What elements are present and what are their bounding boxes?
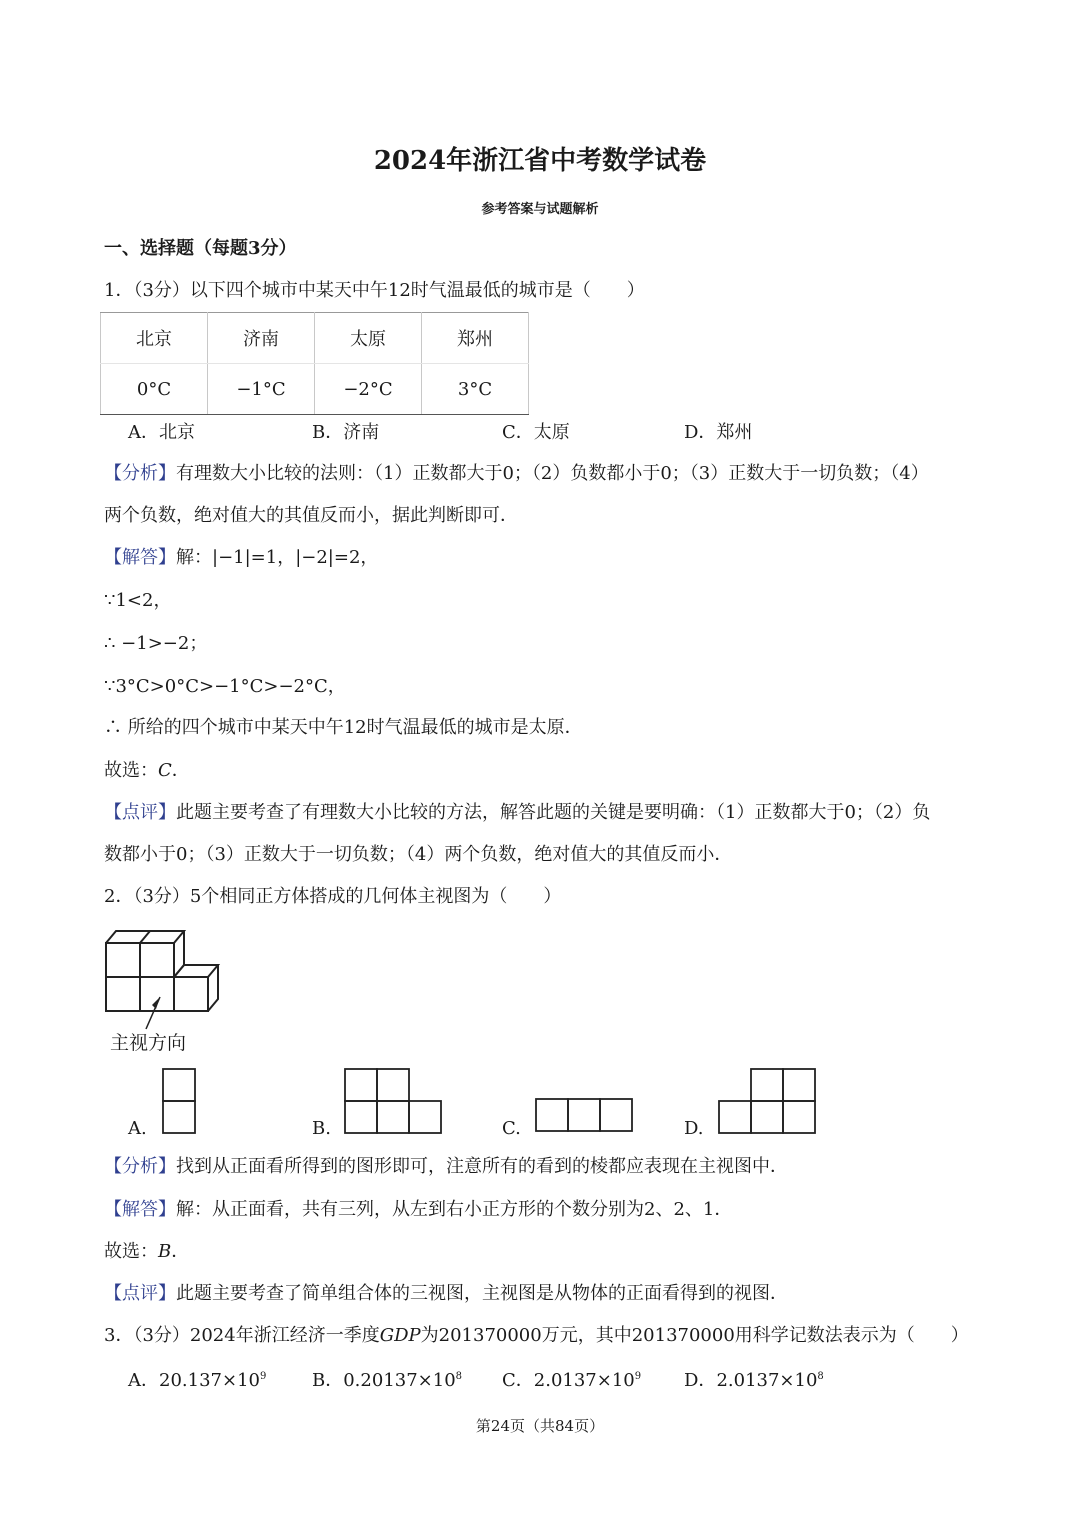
view-direction-label: 主视方向 (110, 1032, 187, 1054)
option-mantissa: 0.20137×10 (343, 1370, 456, 1391)
temp-cell: −1°C (208, 364, 315, 415)
answer-tag: 【解答】 (104, 547, 176, 568)
q1-comment-line-1 (104, 798, 930, 828)
q1-option-d: D．郑州 (684, 422, 753, 443)
option-letter: C． (502, 1370, 534, 1391)
option-exponent: 9 (634, 1371, 642, 1382)
analysis-tag: 【分析】 (104, 463, 176, 484)
analysis-text: 找到从正面看所得到的图形即可，注意所有的看到的棱都应表现在主视图中． (176, 1156, 788, 1177)
q1-answer-line-1 (104, 543, 378, 573)
q2-answer (104, 1195, 732, 1225)
q1-stem: 1．（3分）以下四个城市中某天中午12时气温最低的城市是（ ） (104, 280, 645, 301)
comment-text: 此题主要考查了有理数大小比较的方法，解答此题的关键是要明确：（1）正数都大于0；（2）负 (176, 802, 931, 823)
q1-analysis-line-1 (104, 459, 929, 489)
q1-option-b: B．济南 (312, 422, 380, 443)
q1-answer-line-4: ∵3°C>0°C>−1°C>−2°C， (104, 676, 346, 697)
option-exponent: 8 (455, 1371, 463, 1382)
q2-choice: 故选：B． (104, 1241, 190, 1262)
choice-label: 故选： (104, 760, 158, 781)
gdp-term: GDP (379, 1325, 421, 1346)
choice-value: C (158, 760, 172, 781)
q3-option-a (128, 1366, 266, 1392)
q3-option-d (684, 1366, 824, 1392)
answer-tag: 【解答】 (104, 1199, 176, 1220)
q2-option-a-letter: A. (128, 1118, 147, 1139)
temp-cell: 0°C (101, 364, 208, 415)
answer-text: 解：|−1|=1，|−2|=2， (176, 547, 379, 568)
temp-cell: −2°C (315, 364, 422, 415)
q1-option-c: C．太原 (502, 422, 570, 443)
comment-tag: 【点评】 (104, 1283, 176, 1304)
option-mantissa: 20.137×10 (159, 1370, 260, 1391)
q1-answer-line-5: ∴ 所给的四个城市中某天中午12时气温最低的城市是太原． (104, 717, 583, 738)
analysis-tag: 【分析】 (104, 1156, 176, 1177)
q3-option-c (502, 1366, 641, 1392)
comment-tag: 【点评】 (104, 802, 176, 823)
q3-option-b (312, 1366, 462, 1392)
page-footer: 第24页（共84页） (475, 1417, 605, 1435)
temperature-table (100, 312, 529, 415)
cube-solid-figure (100, 925, 230, 1025)
q2-option-c-letter: C. (502, 1118, 521, 1139)
q2-option-d-letter: D. (684, 1118, 704, 1139)
option-letter: D． (684, 1370, 717, 1391)
city-cell: 济南 (208, 313, 315, 364)
q1-option-a: A．北京 (128, 422, 195, 443)
option-mantissa: 2.0137×10 (716, 1370, 818, 1391)
temp-cell: 3°C (422, 364, 529, 415)
q2-analysis (104, 1152, 788, 1182)
q1-choice: 故选：C． (104, 760, 190, 781)
q2-comment (104, 1279, 788, 1309)
q2-option-a-figure (162, 1068, 198, 1134)
document-subtitle: 参考答案与试题解析 (481, 202, 599, 217)
q2-option-c-figure (535, 1098, 635, 1134)
comment-text: 此题主要考查了简单组合体的三视图，主视图是从物体的正面看得到的视图． (176, 1283, 788, 1304)
q1-answer-line-3: ∴ −1>−2； (104, 633, 208, 654)
q2-stem: 2．（3分）5个相同正方体搭成的几何体主视图为（ ） (104, 886, 562, 907)
option-exponent: 8 (817, 1371, 824, 1382)
q3-stem-part-1: 3．（3分）2024年浙江经济一季度 (104, 1325, 380, 1346)
choice-value: B (158, 1241, 172, 1262)
option-exponent: 9 (259, 1371, 267, 1382)
q1-answer-line-2: ∵1<2， (104, 590, 172, 611)
city-cell: 北京 (101, 313, 208, 364)
q2-option-b-letter: B. (312, 1118, 331, 1139)
answer-text: 解：从正面看，共有三列，从左到右小正方形的个数分别为2、2、1． (176, 1199, 733, 1220)
option-letter: B． (312, 1370, 344, 1391)
city-cell: 太原 (315, 313, 422, 364)
choice-label: 故选： (104, 1241, 158, 1262)
q3-stem (104, 1321, 969, 1351)
q1-comment-line-2: 数都小于0；（3）正数大于一切负数；（4）两个负数，绝对值大的其值反而小． (104, 844, 733, 865)
q1-analysis-line-2: 两个负数，绝对值大的其值反而小，据此判断即可． (104, 505, 518, 526)
document-title: 2024年浙江省中考数学试卷 (373, 146, 707, 176)
analysis-text: 有理数大小比较的法则：（1）正数都大于0；（2）负数都小于0；（3）正数大于一切负数；（4） (176, 463, 929, 484)
q3-stem-part-2: 为201370000万元，其中201370000用科学记数法表示为（ ） (420, 1325, 969, 1346)
q2-option-d-figure (718, 1068, 818, 1134)
option-letter: A． (128, 1370, 159, 1391)
section-heading: 一、选择题（每题3分） (104, 238, 297, 259)
q2-option-b-figure (344, 1068, 444, 1134)
city-cell: 郑州 (422, 313, 529, 364)
option-mantissa: 2.0137×10 (533, 1370, 635, 1391)
